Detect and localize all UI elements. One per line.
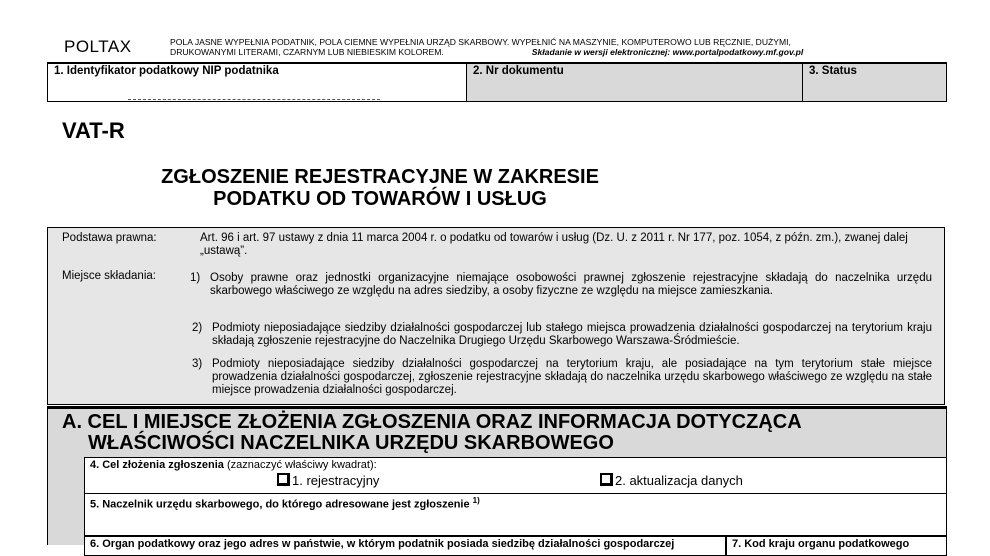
place-item-number: 1)	[190, 272, 201, 284]
option-update[interactable]	[600, 473, 743, 488]
section-a-title-line2: WŁAŚCIWOŚCI NACZELNIKA URZĘDU SKARBOWEGO	[88, 432, 614, 454]
option-registration[interactable]	[277, 473, 379, 488]
country-code-label: 7. Kod kraju organu podatkowego	[732, 538, 910, 550]
country-code-field[interactable]	[726, 536, 947, 556]
info-panel	[47, 227, 945, 405]
brand-logo: POLTAX	[64, 37, 132, 56]
foreign-authority-label: 6. Organ podatkowy oraz jego adres w państwie, w którym podatnik posiada siedzibę działalności gospodarczej	[90, 538, 675, 550]
form-code: VAT-R	[62, 118, 125, 143]
tax-office-label-text: 5. Naczelnik urzędu skarbowego, do którego adresowane jest zgłoszenie	[90, 498, 470, 511]
electronic-note: Składanie w wersji elektronicznej: www.portalpodatkowy.mf.gov.pl	[531, 47, 804, 57]
place-item-text: Osoby prawne oraz jednostki organizacyjne niemające osobowości prawnej zgłoszenie rejestracyjne składają do naczelnika urzędu skarbowego właściwego ze względu na adres siedziby, a osoby fizyczne ze względu na miejsce zamieszkania.	[210, 272, 932, 297]
checkbox-update[interactable]	[600, 473, 613, 486]
place-item-2	[192, 322, 932, 348]
status-label: 3. Status	[809, 65, 857, 77]
section-a-title	[62, 412, 802, 454]
place-item-number: 3)	[192, 358, 203, 370]
place-label: Miejsce składania:	[62, 270, 156, 282]
purpose-label-main: 4. Cel złożenia zgłoszenia	[90, 459, 224, 471]
footnote-marker: 1)	[472, 496, 480, 505]
option-update-label: 2. aktualizacja danych	[615, 473, 743, 488]
form-title-line2: PODATKU OD TOWARÓW I USŁUG	[213, 188, 547, 210]
instructions	[170, 37, 930, 57]
instructions-line1: POLA JASNE WYPEŁNIA PODATNIK, POLA CIEMNE WYPEŁNIA URZĄD SKARBOWY. WYPEŁNIĆ NA MASZYNIE, KOMPUTEROWO LUB RĘCZNIE, DUŻYMI,	[170, 37, 791, 47]
place-item-3	[192, 358, 932, 397]
tax-office-field[interactable]	[84, 494, 947, 536]
section-a-title-line1: A. CEL I MIEJSCE ZŁOŻENIA ZGŁOSZENIA ORAZ INFORMACJA DOTYCZĄCA	[62, 411, 802, 433]
form-title	[120, 166, 640, 210]
foreign-authority-field[interactable]	[84, 536, 726, 556]
place-item-text: Podmioty nieposiadające siedziby działalności gospodarczej lub stałego miejsca prowadzenia działalności gospodarczej na terytorium kraju składają zgłoszenie rejestracyjne do Naczelnika Drugiego Urzędu Skarbowego Warszawa-Śródmieście.	[212, 322, 932, 347]
place-item-1	[190, 272, 932, 298]
place-item-number: 2)	[192, 322, 203, 334]
status-field	[803, 64, 947, 102]
doc-number-field	[467, 64, 803, 102]
tax-office-label	[90, 496, 480, 511]
form-title-line1: ZGŁOSZENIE REJESTRACYJNE W ZAKRESIE	[161, 166, 599, 188]
nip-input-line[interactable]	[128, 96, 380, 100]
legal-basis-label: Podstawa prawna:	[62, 232, 157, 244]
legal-basis-text: Art. 96 i art. 97 ustawy z dnia 11 marca 2004 r. o podatku od towarów i usług (Dz. U. z 2011 r. Nr 177, poz. 1054, z późn. zm.), zwanej dalej „ustawą”.	[200, 232, 908, 257]
nip-label: 1. Identyfikator podatkowy NIP podatnika	[54, 65, 279, 77]
option-registration-label: 1. rejestracyjny	[292, 473, 380, 488]
purpose-field	[84, 457, 947, 494]
place-item-text: Podmioty nieposiadające siedziby działalności gospodarczej na terytorium kraju, ale posiadające na tym terytorium stałe miejsce prowadzenia działalności gospodarczej, zgłoszenie rejestracyjne składają do naczelnika urzędu skarbowego właściwego ze względu na stałe miejsce prowadzenia działalności gospodarczej.	[212, 358, 932, 396]
purpose-label-hint: (zaznaczyć właściwy kwadrat):	[226, 459, 377, 471]
checkbox-registration[interactable]	[277, 473, 290, 486]
doc-number-label: 2. Nr dokumentu	[473, 65, 564, 77]
instructions-line2: DRUKOWANYMI LITERAMI, CZARNYM LUB NIEBIESKIM KOLOREM.	[170, 47, 444, 57]
purpose-label	[90, 459, 377, 471]
